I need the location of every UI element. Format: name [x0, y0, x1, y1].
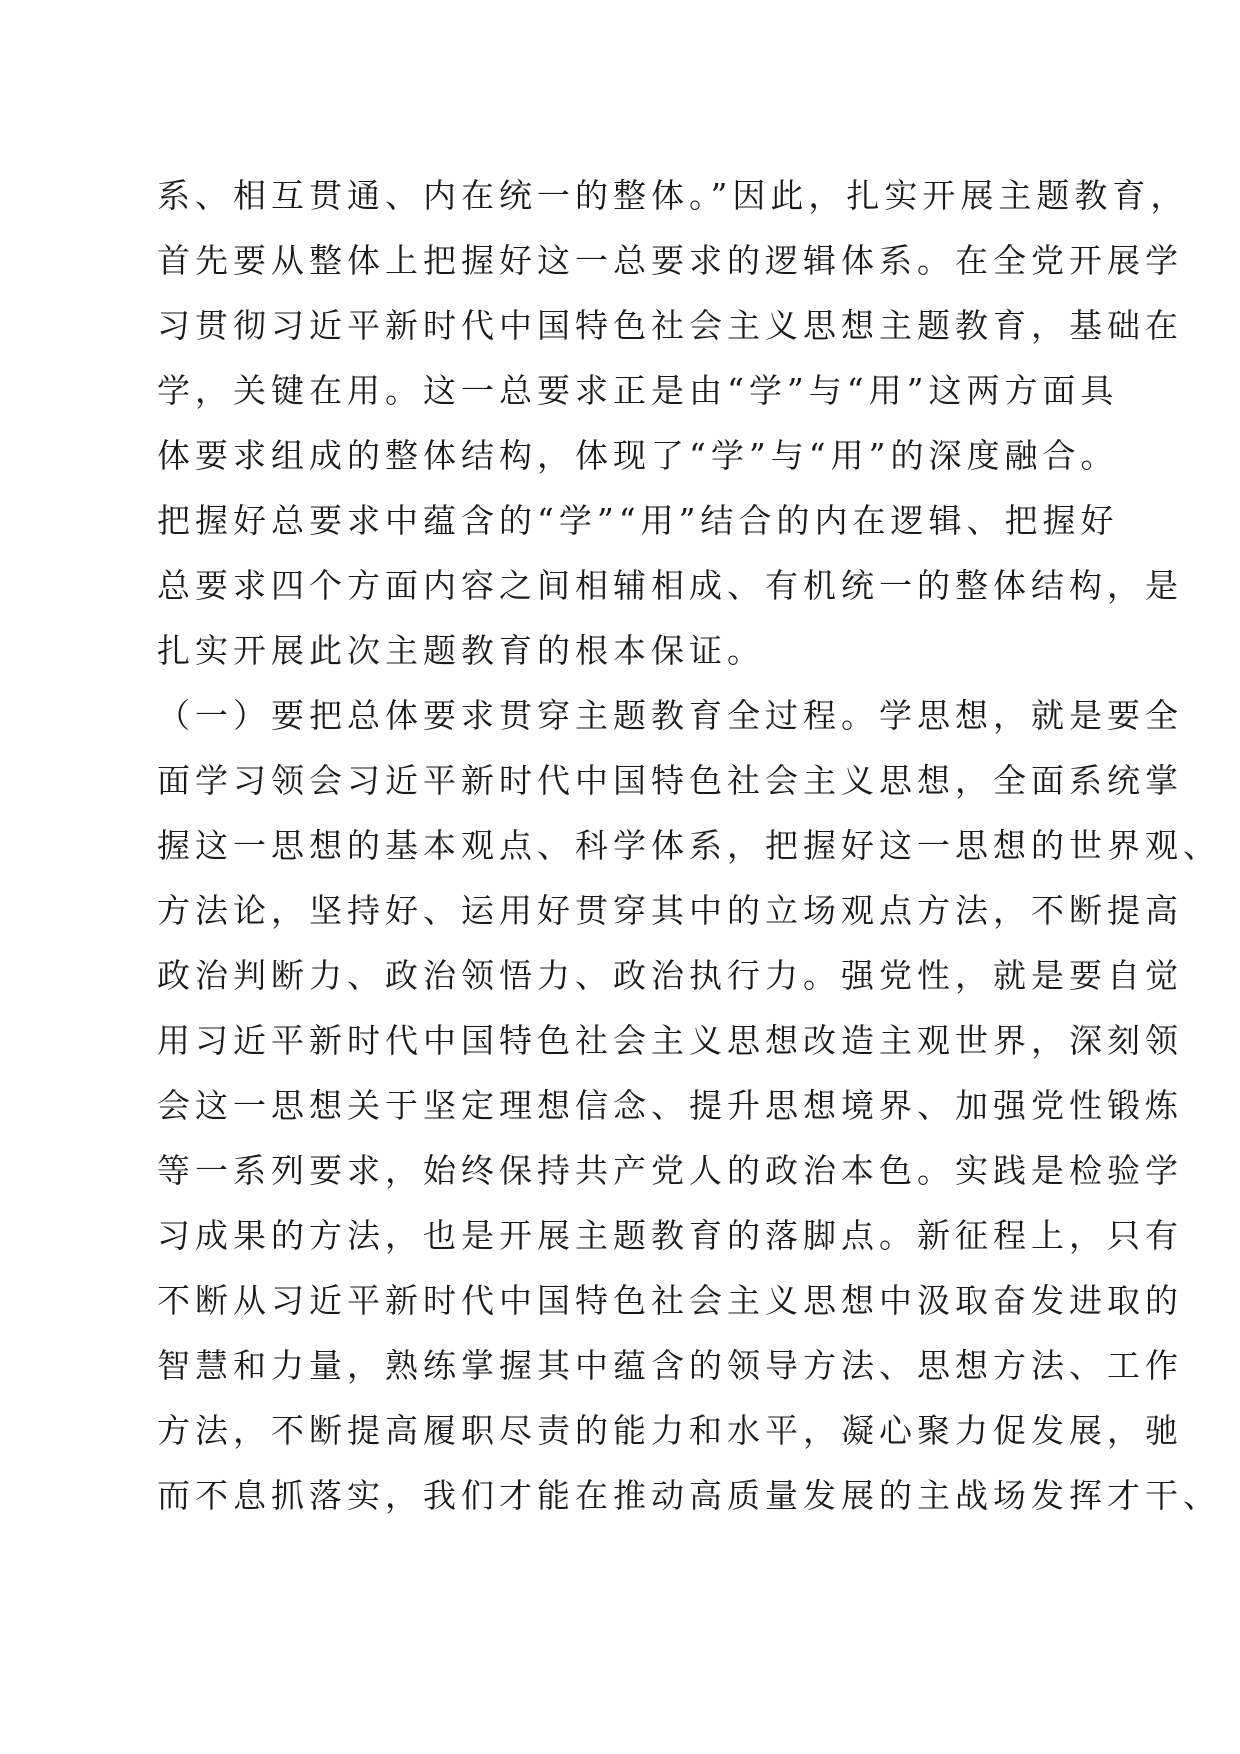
body-text: [157, 163, 1221, 1528]
text-line: 等一系列要求，始终保持共产党人的政治本色。实践是检验学: [157, 1151, 1183, 1190]
text-line: 习贯彻习近平新时代中国特色社会主义思想主题教育，基础在: [157, 306, 1183, 345]
text-line: 学，关键在用。这一总要求正是由“学”与“用”这两方面具: [157, 371, 1119, 410]
text-line: 智慧和力量，熟练掌握其中蕴含的领导方法、思想方法、工作: [157, 1346, 1183, 1385]
text-line: 握这一思想的基本观点、科学体系，把握好这一思想的世界观、: [157, 826, 1221, 865]
text-line: 而不息抓落实，我们才能在推动高质量发展的主战场发挥才干、: [157, 1476, 1221, 1515]
text-line: 会这一思想关于坚定理想信念、提升思想境界、加强党性锻炼: [157, 1086, 1183, 1125]
section-heading-line: （一）要把总体要求贯穿主题教育全过程。学思想，就是要全: [157, 696, 1183, 735]
text-line: 面学习领会习近平新时代中国特色社会主义思想，全面系统掌: [157, 761, 1183, 800]
text-line: 首先要从整体上把握好这一总要求的逻辑体系。在全党开展学: [157, 241, 1183, 280]
text-line: 系、相互贯通、内在统一的整体。”因此，扎实开展主题教育，: [157, 176, 1189, 215]
text-line: 方法，不断提高履职尽责的能力和水平，凝心聚力促发展，驰: [157, 1411, 1183, 1450]
text-line: 方法论，坚持好、运用好贯穿其中的立场观点方法，不断提高: [157, 891, 1183, 930]
text-line: 用习近平新时代中国特色社会主义思想改造主观世界，深刻领: [157, 1021, 1183, 1060]
text-line: 总要求四个方面内容之间相辅相成、有机统一的整体结构，是: [157, 566, 1183, 605]
text-line: 不断从习近平新时代中国特色社会主义思想中汲取奋发进取的: [157, 1281, 1183, 1320]
text-line: 把握好总要求中蕴含的“学”“用”结合的内在逻辑、把握好: [157, 501, 1119, 540]
text-line: 政治判断力、政治领悟力、政治执行力。强党性，就是要自觉: [157, 956, 1183, 995]
text-line: 体要求组成的整体结构，体现了“学”与“用”的深度融合。: [157, 436, 1119, 475]
text-line: 扎实开展此次主题教育的根本保证。: [157, 631, 765, 670]
text-line: 习成果的方法，也是开展主题教育的落脚点。新征程上，只有: [157, 1216, 1183, 1255]
